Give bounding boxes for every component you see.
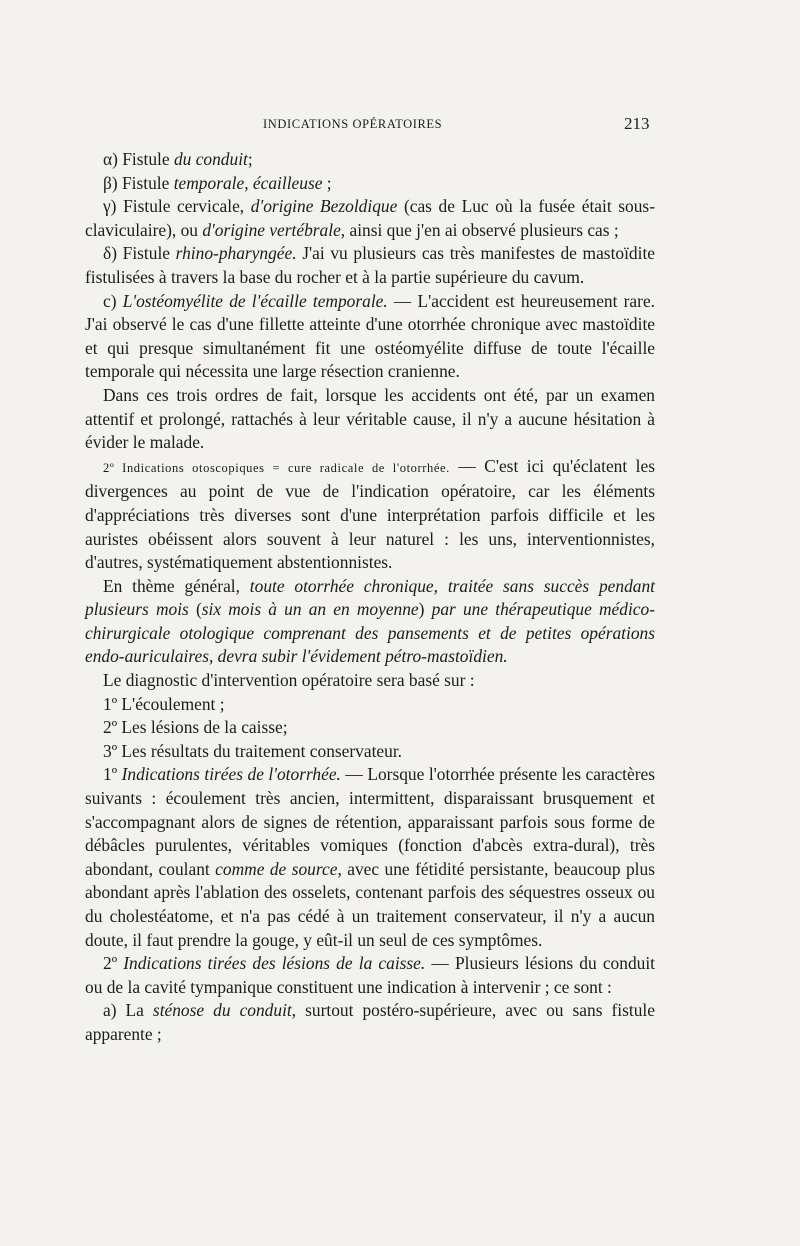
list-item-delta: δ) Fistule rhino-pharyngée. J'ai vu plusieurs cas très manifestes de mastoïdite fistulisées à travers la base du rocher et à la partie supérieure du cavum. (85, 243, 656, 287)
paragraph-osteomyelitis: c) L'ostéomyélite de l'écaille temporale. — L'accident est heureusement rare. J'ai observé le cas d'une fillette atteinte d'une otorrhée chronique avec mastoïdite et qui presque simultanément fit une ostéomyélite diffuse de toute l'écaille temporale qui nécessita une large résection cranienne. (85, 290, 656, 382)
list-item-alpha: α) Fistule du conduit; (103, 149, 253, 169)
section-heading: 2º Indications otoscopiques = cure radicale de l'otorrhée. (103, 460, 450, 475)
list-item: 2º Les lésions de la caisse; (103, 717, 288, 738)
paragraph-lesions: 2º Indications tirées des lésions de la caisse. — Plusieurs lésions du conduit ou de la cavité tympanique constituent une indication à intervenir ; ce sont : (85, 953, 655, 997)
paragraph-otorrhea: 1º Indications tirées de l'otorrhée. — Lorsque l'otorrhée présente les caractères suivants : écoulement très ancien, intermittent, disparaissant brusquement et s'accompagnant alors de signes de rétention, apparaissant parfois sous forme de débâcles purulentes, véritables vomiques (fonction d'abcès extra-dural), très abondant, coulant comme de source, avec une fétidité persistante, beaucoup plus abondant après l'ablation des osselets, contenant parfois des séquestres osseux ou du cholestéatome, et n'a pas cédé à un traitement conservateur, il n'y a aucun doute, il faut prendre la gouge, y eût-il un seul de ces symptômes. (85, 764, 656, 950)
paragraph-stenosis: a) La sténose du conduit, surtout postéro-supérieure, avec ou sans fistule apparente ; (85, 1000, 655, 1044)
paragraph-otoscopic: 2º Indications otoscopiques = cure radicale de l'otorrhée. — C'est ici qu'éclatent les divergences au point de vue de l'indication opératoire, car les éléments d'appréciations très diverses sont d'une interprétation parfois difficile et les auristes obéissent alors souvent à leur naturel : les uns, interventionnistes, d'autres, systématiquement abstentionnistes. (85, 455, 655, 573)
page-body (85, 148, 655, 1047)
paragraph-diagnostic: Le diagnostic d'intervention opératoire sera basé sur : (103, 670, 475, 691)
page-number: 213 (624, 114, 650, 133)
list-item: 3º Les résultats du traitement conservateur. (103, 740, 403, 761)
running-header (0, 114, 800, 139)
paragraph-orders: Dans ces trois ordres de fait, lorsque les accidents ont été, par un examen attentif et prolongé, rattachés à leur véritable cause, il n'y a aucune hésitation à évider le malade. (85, 384, 655, 453)
list-item-gamma: γ) Fistule cervicale, d'origine Bezoldique (cas de Luc où la fusée était sous-claviculaire), ou d'origine vertébrale, ainsi que j'en ai observé plusieurs cas ; (85, 196, 655, 240)
running-title: INDICATIONS OPÉRATOIRES (263, 117, 443, 131)
paragraph-general: En thème général, toute otorrhée chronique, traitée sans succès pendant plusieurs mois (six mois à un an en moyenne) par une thérapeutique médico-chirurgicale otologique comprenant des pansements et de petites opérations endo-auriculaires, devra subir l'évidement pétro-mastoïdien. (85, 575, 656, 667)
list-item: 1º L'écoulement ; (103, 693, 225, 714)
list-item-beta: β) Fistule temporale, écailleuse ; (103, 172, 332, 193)
